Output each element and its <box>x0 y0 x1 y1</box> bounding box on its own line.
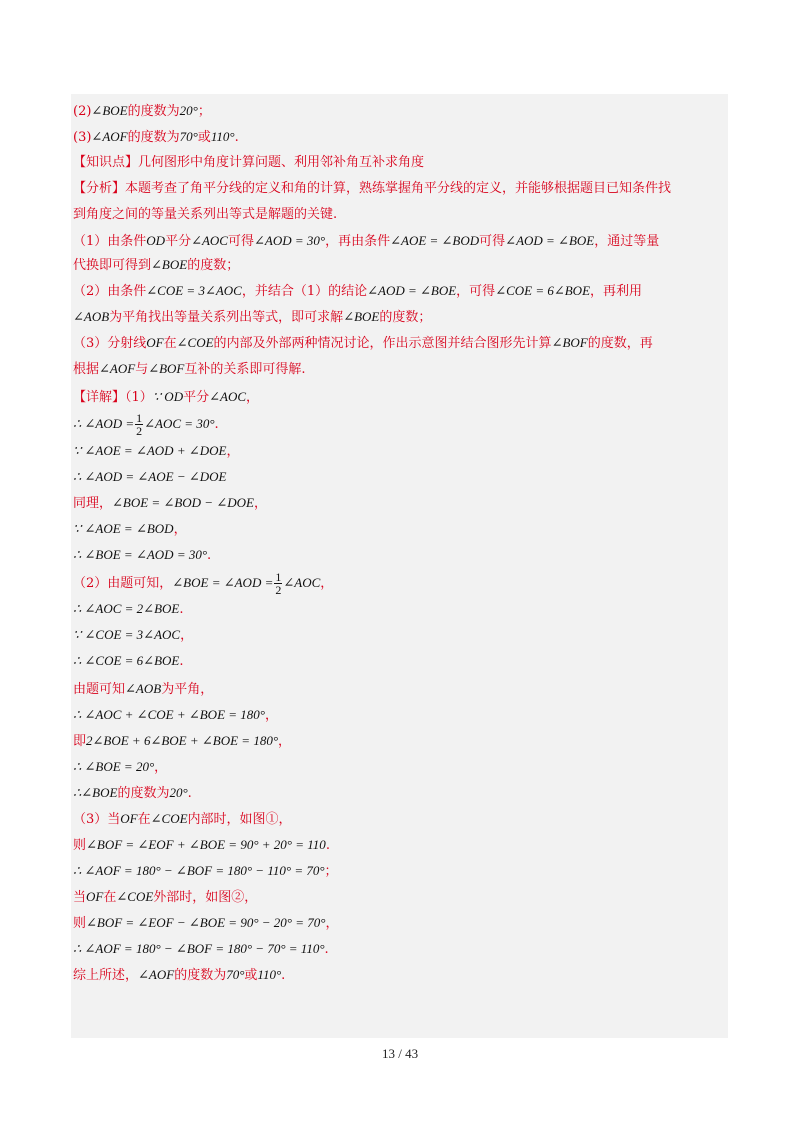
math-expression: ∠AOC = 30° <box>144 416 215 431</box>
text-segment: 内部时，如图①， <box>187 812 292 827</box>
solution-line <box>73 650 184 672</box>
fraction <box>274 571 282 596</box>
text-segment: 可得 <box>479 234 506 249</box>
text-segment: ， <box>278 734 292 749</box>
math-expression: ∠COE <box>116 889 154 904</box>
solution-line <box>73 332 653 354</box>
solution-line <box>73 466 226 488</box>
solution-line <box>73 860 338 882</box>
math-expression: ∴ ∠AOD = ∠AOE − ∠DOE <box>73 469 227 484</box>
text-segment: ， <box>320 576 334 591</box>
solution-line <box>73 126 239 148</box>
text-segment: （2）由题可知， <box>73 576 173 591</box>
fraction-numerator: 1 <box>275 570 282 584</box>
solution-line <box>73 386 259 408</box>
math-expression: ∠AOE = ∠BOD <box>390 233 480 248</box>
text-segment: . <box>234 130 239 145</box>
text-segment: 则 <box>73 916 87 931</box>
math-expression: ∠COE = 6∠BOE <box>495 283 591 298</box>
text-segment: 的度数； <box>379 310 432 325</box>
text-segment: 当 <box>73 890 87 905</box>
text-segment: （2）由条件 <box>73 284 147 299</box>
text-segment: （3）当 <box>73 812 121 827</box>
page-separator: / <box>398 1046 402 1061</box>
math-expression: OF <box>86 889 104 904</box>
math-expression: ∠COE <box>150 811 188 826</box>
solution-line <box>73 358 306 380</box>
math-expression: ∠AOD = ∠BOE <box>367 283 457 298</box>
text-segment: (3) <box>73 130 92 145</box>
text-segment: ， <box>154 760 168 775</box>
text-segment: ， <box>253 496 267 511</box>
text-segment: ， <box>180 628 194 643</box>
text-segment: ，再利用 <box>590 284 643 299</box>
math-expression: ∠AOF <box>138 967 175 982</box>
text-segment: . <box>324 942 329 957</box>
math-expression: ∠COE = 3∠AOC <box>146 283 242 298</box>
text-segment: 在 <box>137 812 151 827</box>
math-expression: OD <box>146 233 166 248</box>
math-expression: ∴∠BOE <box>73 785 118 800</box>
page-number-footer <box>0 1046 800 1062</box>
text-segment: ，并结合（1）的结论 <box>241 284 368 299</box>
math-expression: ∠BOE <box>151 257 188 272</box>
text-segment: 由题可知 <box>73 682 126 697</box>
text-segment: ，通过等量 <box>594 234 660 249</box>
fraction-denominator: 2 <box>136 424 143 438</box>
solution-line <box>73 598 184 620</box>
text-segment: 根据 <box>73 362 100 377</box>
math-expression: OF <box>146 335 164 350</box>
math-expression: ∵ ∠AOE = ∠BOD <box>73 521 174 536</box>
text-segment: 即 <box>73 734 87 749</box>
math-expression: ∠BOE = ∠AOD = <box>172 575 274 590</box>
text-segment: 为平角找出等量关系列出等式，即可求解 <box>109 310 344 325</box>
text-segment: ， <box>325 916 339 931</box>
math-expression: ∠AOB <box>125 681 162 696</box>
fraction <box>135 412 143 437</box>
solution-line <box>73 440 239 462</box>
text-segment: 代换即可得到 <box>73 258 152 273</box>
text-segment: 的内部及外部两种情况讨论，作出示意图并结合图形先计算 <box>213 336 552 351</box>
solution-line <box>73 782 192 804</box>
text-segment: 互补的关系即可得解. <box>184 362 306 377</box>
solution-line <box>73 204 337 226</box>
math-expression: ∠BOF <box>148 361 185 376</box>
text-segment: 或 <box>244 968 258 983</box>
text-segment: 【知识点】几何图形中角度计算问题、利用邻补角互补求角度 <box>73 155 425 170</box>
text-segment: ， <box>226 444 240 459</box>
text-segment: ，再由条件 <box>325 234 391 249</box>
text-segment: 的度数； <box>187 258 240 273</box>
solution-line <box>73 886 257 908</box>
text-segment: 外部时，如图②， <box>153 890 258 905</box>
solution-line <box>73 730 291 752</box>
math-expression: ∴ ∠BOE = 20° <box>73 759 155 774</box>
solution-line <box>73 230 659 252</box>
solution-line <box>73 254 239 276</box>
text-segment: 平分 <box>183 390 210 405</box>
text-segment: 在 <box>163 336 177 351</box>
text-segment: . <box>281 968 286 983</box>
math-expression: ∠BOF <box>551 335 588 350</box>
text-segment: . <box>187 786 192 801</box>
text-segment: 的度数为 <box>127 104 180 119</box>
text-segment: (2) <box>73 104 92 119</box>
math-expression: 70° <box>179 129 198 144</box>
text-segment: 的度数，再 <box>587 336 653 351</box>
solution-line <box>73 938 329 960</box>
text-segment: 的度数为 <box>127 130 180 145</box>
text-segment: ，可得 <box>456 284 496 299</box>
math-expression: OF <box>120 811 138 826</box>
solution-line <box>73 411 219 438</box>
math-expression: ∠AOF <box>99 361 136 376</box>
text-segment: 或 <box>197 130 211 145</box>
solution-line <box>73 624 193 646</box>
text-segment: 为平角， <box>161 682 214 697</box>
solution-line <box>73 834 330 856</box>
math-expression: ∠BOF = ∠EOF + ∠BOE = 90° + 20° = 110 <box>86 837 326 852</box>
text-segment: ， <box>173 522 187 537</box>
solution-line <box>73 678 213 700</box>
text-segment: ， <box>246 390 260 405</box>
math-expression: 110° <box>257 967 282 982</box>
math-expression: ∠AOB <box>73 309 110 324</box>
text-segment: 【分析】本题考查了角平分线的定义和角的计算，熟练掌握角平分线的定义，并能够根据题目已知条件找 <box>73 181 672 196</box>
text-segment: . <box>214 417 219 432</box>
text-segment: . <box>179 602 184 617</box>
solution-line <box>73 570 334 597</box>
solution-line <box>73 704 278 726</box>
math-expression: ∠BOE = ∠BOD − ∠DOE <box>112 495 254 510</box>
text-segment: . <box>179 654 184 669</box>
math-expression: ∠BOE <box>91 103 128 118</box>
math-expression: 70° <box>226 967 245 982</box>
text-segment: 可得 <box>227 234 254 249</box>
math-expression: ∠BOF = ∠EOF − ∠BOE = 90° − 20° = 70° <box>86 915 326 930</box>
fraction-denominator: 2 <box>275 583 282 597</box>
solution-line <box>73 912 338 934</box>
math-expression: ∠AOD = ∠BOE <box>505 233 595 248</box>
math-expression: 2∠BOE + 6∠BOE + ∠BOE = 180° <box>86 733 279 748</box>
math-expression: ∠AOC <box>283 575 321 590</box>
text-segment: 则 <box>73 838 87 853</box>
text-segment: ； <box>197 104 211 119</box>
text-segment: （1）由条件 <box>73 234 147 249</box>
text-segment: ； <box>324 864 338 879</box>
current-page: 13 <box>381 1046 395 1061</box>
solution-line <box>73 756 167 778</box>
text-segment: （3）分射线 <box>73 336 147 351</box>
math-expression: ∵ ∠COE = 3∠AOC <box>73 627 181 642</box>
math-expression: ∴ ∠AOF = 180° − ∠BOF = 180° − 70° = 110° <box>73 941 325 956</box>
math-expression: ∠COE <box>176 335 214 350</box>
math-expression: ∠BOE <box>343 309 380 324</box>
solution-line <box>73 152 424 174</box>
solution-line <box>73 178 671 200</box>
math-expression: ∠AOC <box>191 233 228 248</box>
solution-line <box>73 306 431 328</box>
text-segment: 综上所述， <box>73 968 139 983</box>
solution-line <box>73 492 267 514</box>
solution-line <box>73 280 642 302</box>
math-expression: ∠AOC <box>209 389 247 404</box>
math-expression: 20° <box>169 785 188 800</box>
math-expression: ∵ OD <box>152 389 184 404</box>
math-expression: ∠AOF <box>91 129 128 144</box>
solution-line <box>73 518 187 540</box>
text-segment: . <box>207 548 212 563</box>
text-segment: ， <box>265 708 279 723</box>
total-pages: 43 <box>405 1046 419 1061</box>
math-expression: ∴ ∠BOE = ∠AOD = 30° <box>73 547 208 562</box>
math-expression: ∴ ∠AOD = <box>73 416 135 431</box>
math-expression: ∴ ∠AOC + ∠COE + ∠BOE = 180° <box>73 707 265 722</box>
math-expression: 110° <box>210 129 235 144</box>
text-segment: 的度数为 <box>174 968 227 983</box>
text-segment: . <box>325 838 330 853</box>
solution-text-block <box>71 94 728 1038</box>
text-segment: 与 <box>135 362 149 377</box>
fraction-numerator: 1 <box>136 411 143 425</box>
text-segment: 的度数为 <box>117 786 170 801</box>
solution-line <box>73 100 211 122</box>
text-segment: 在 <box>103 890 117 905</box>
text-segment: 同理， <box>73 496 113 511</box>
math-expression: ∠AOD = 30° <box>254 233 326 248</box>
solution-line <box>73 964 285 986</box>
math-expression: ∴ ∠COE = 6∠BOE <box>73 653 180 668</box>
text-segment: 【详解】（1） <box>73 390 153 405</box>
math-expression: ∴ ∠AOF = 180° − ∠BOF = 180° − 110° = 70° <box>73 863 325 878</box>
solution-line <box>73 544 211 566</box>
math-expression: 20° <box>179 103 198 118</box>
math-expression: ∵ ∠AOE = ∠AOD + ∠DOE <box>73 443 227 458</box>
text-segment: 平分 <box>165 234 192 249</box>
text-segment: 到角度之间的等量关系列出等式是解题的关键. <box>73 207 338 222</box>
math-expression: ∴ ∠AOC = 2∠BOE <box>73 601 180 616</box>
solution-line <box>73 808 292 830</box>
